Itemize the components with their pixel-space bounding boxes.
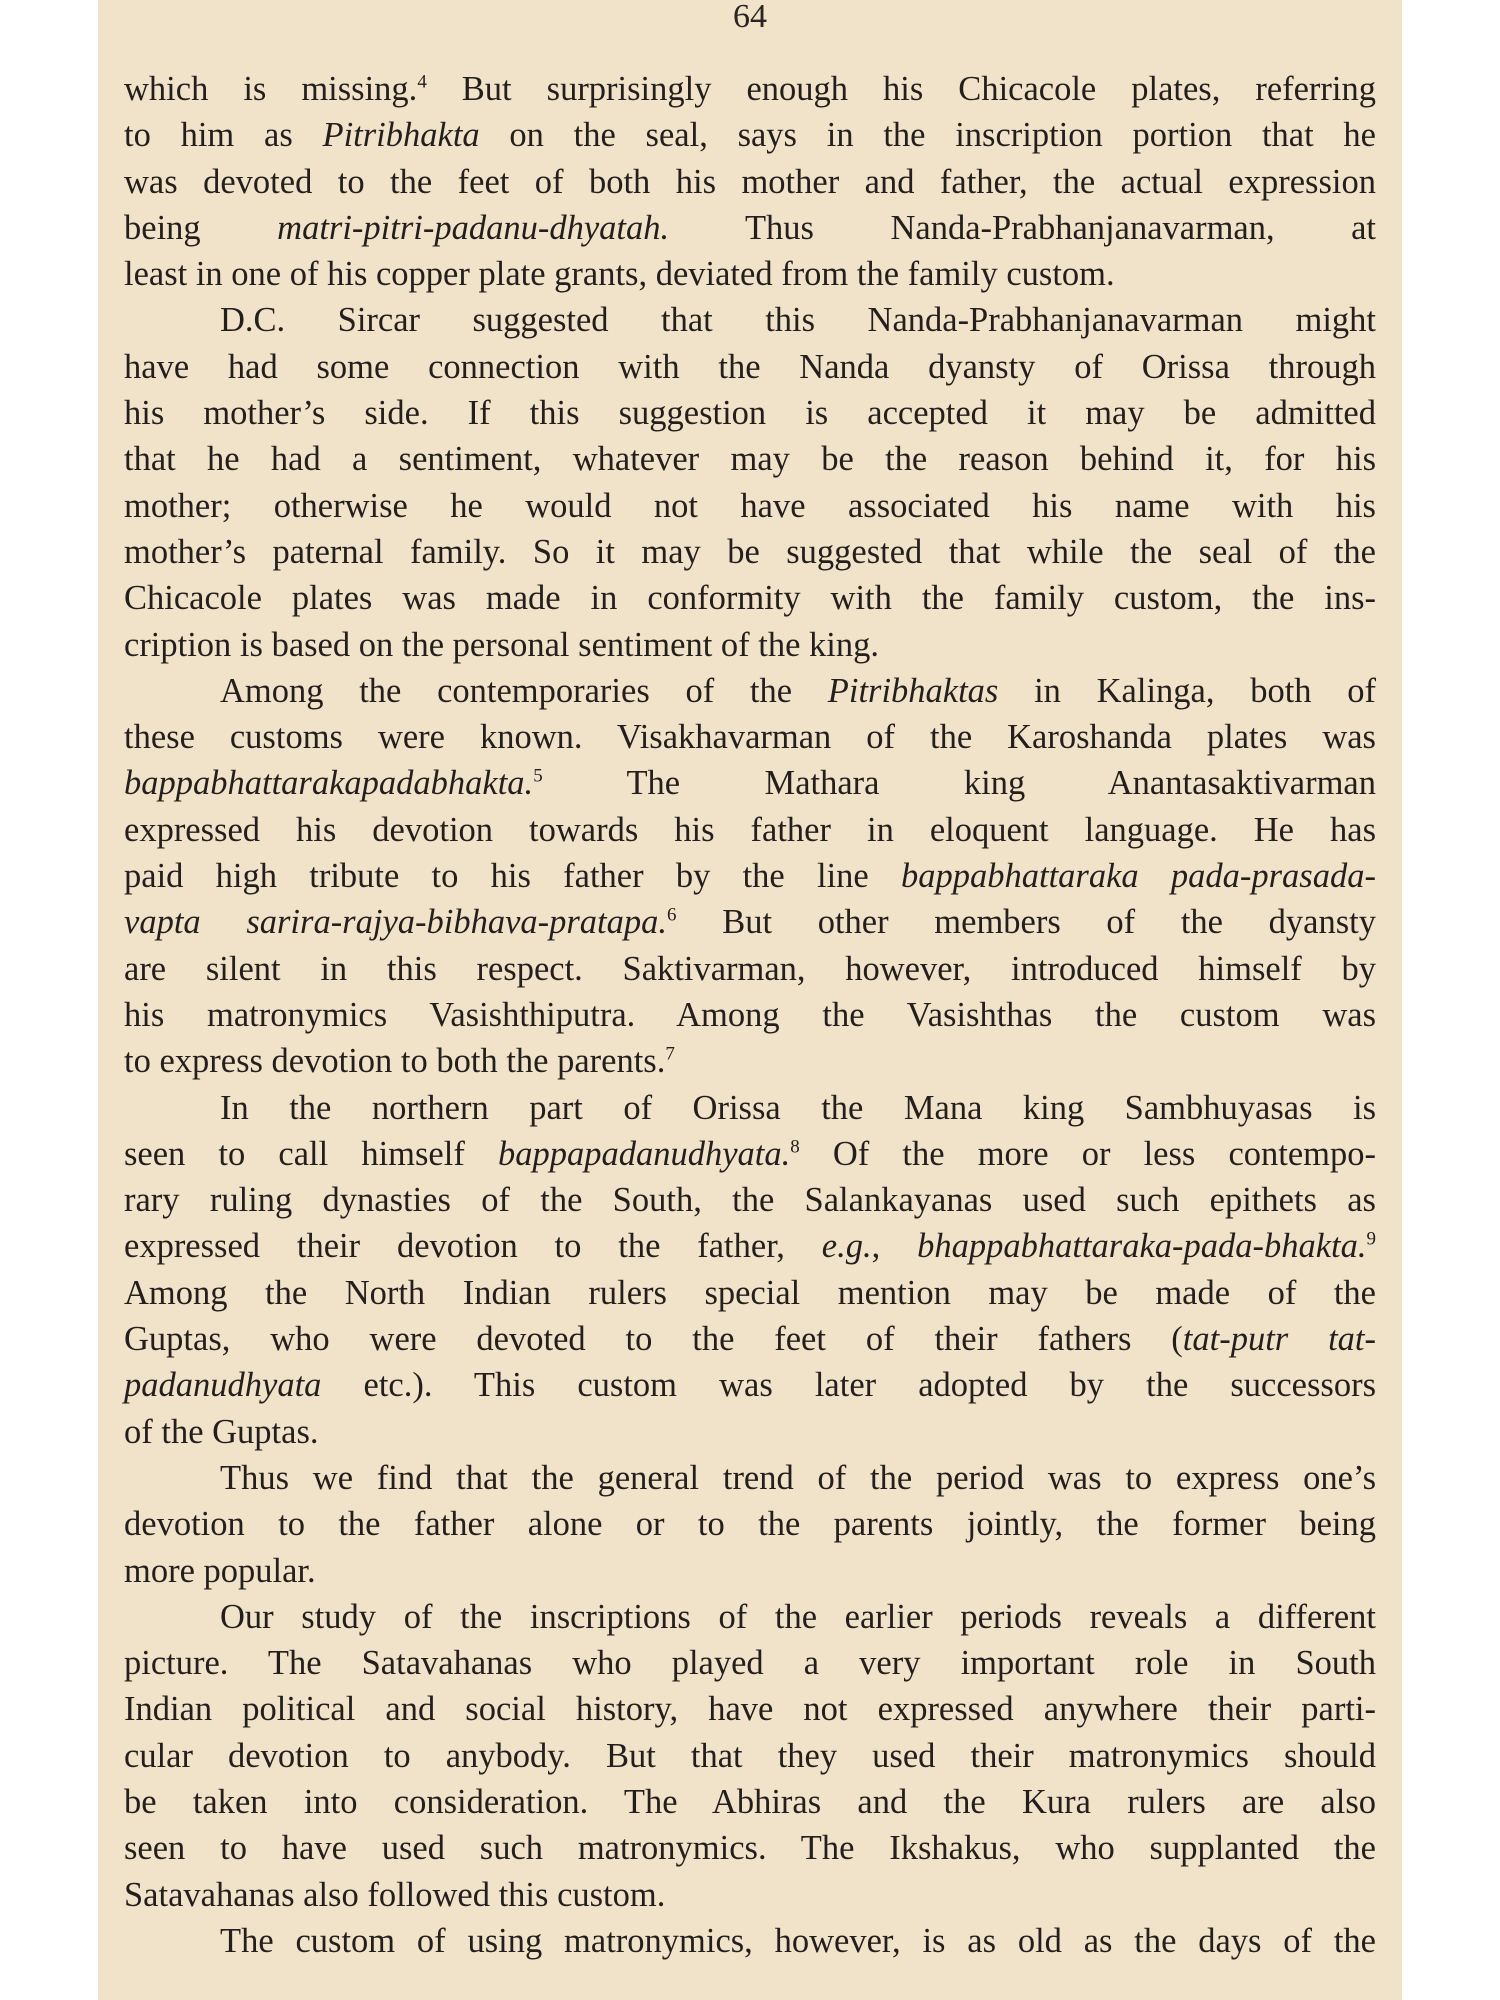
footnote-marker: 8 xyxy=(790,1136,800,1158)
text-run: which is missing. xyxy=(124,70,418,108)
text-run: on the seal, says in the inscription portion that he xyxy=(479,116,1376,155)
footnote-marker: 6 xyxy=(667,904,677,926)
text-line xyxy=(124,159,1376,205)
text-run: Our study of the inscriptions of the earlier periods reveals a different xyxy=(220,1597,1376,1636)
italic-term: vapta sarira-rajya-bibhava-pratapa. xyxy=(124,903,668,942)
text-line xyxy=(124,668,1376,714)
text-run: devotion to the father alone or to the parents jointly, the former being xyxy=(124,1505,1376,1544)
footnote-marker: 4 xyxy=(417,71,427,93)
text-line xyxy=(124,807,1376,853)
text-run: The custom of using matronymics, however, is as old as the days of the xyxy=(220,1921,1376,1960)
text-line xyxy=(124,1872,1376,1918)
text-line xyxy=(124,1270,1376,1316)
text-line xyxy=(124,1825,1376,1871)
text-line xyxy=(124,390,1376,436)
text-line xyxy=(124,1316,1376,1362)
text-run: Thus we find that the general trend of the period was to express one’s xyxy=(220,1458,1376,1497)
text-line xyxy=(124,436,1376,482)
text-run: are silent in this respect. Saktivarman, however, introduced himself by xyxy=(124,949,1376,988)
text-run: in Kalinga, both of xyxy=(998,671,1376,710)
text-line xyxy=(124,1131,1376,1177)
text-run: more popular. xyxy=(124,1551,316,1590)
text-line xyxy=(124,760,1376,806)
footnote-marker: 5 xyxy=(533,765,543,787)
text-run: of the Guptas. xyxy=(124,1412,319,1451)
italic-term: bappabhattarakapadabhakta. xyxy=(124,764,534,803)
italic-term: padanudhyata xyxy=(124,1366,322,1405)
text-run: , xyxy=(871,1227,918,1266)
text-line xyxy=(124,714,1376,760)
text-line xyxy=(124,1548,1376,1594)
text-line xyxy=(124,483,1376,529)
footnote-marker: 9 xyxy=(1366,1228,1376,1250)
text-run: Indian political and social history, have not expressed anywhere their parti- xyxy=(124,1690,1376,1729)
text-run: seen to have used such matronymics. The Ikshakus, who supplanted the xyxy=(124,1829,1376,1868)
text-run: rary ruling dynasties of the South, the Salankayanas used such epithets as xyxy=(124,1181,1376,1220)
italic-term: matri-pitri-padanu-dhyatah. xyxy=(277,208,670,247)
text-run: mother; otherwise he would not have associated his name with his xyxy=(124,486,1376,525)
text-line xyxy=(124,1686,1376,1732)
text-run: Guptas, who were devoted to the feet of their fathers ( xyxy=(124,1320,1183,1359)
page-number: 64 xyxy=(733,0,767,35)
text-run: expressed his devotion towards his father in eloquent language. He has xyxy=(124,810,1376,849)
text-run: But surprisingly enough his Chicacole plates, referring xyxy=(426,70,1376,108)
text-line xyxy=(124,297,1376,343)
text-line xyxy=(124,112,1376,158)
text-run: In the northern part of Orissa the Mana king Sambhuyasas is xyxy=(220,1088,1376,1127)
footnote-marker: 7 xyxy=(665,1043,675,1065)
italic-term: bhappabhattaraka-pada-bhakta. xyxy=(917,1227,1367,1266)
text-run: these customs were known. Visakhavarman of the Karoshanda plates was xyxy=(124,718,1376,757)
text-line xyxy=(124,946,1376,992)
text-line xyxy=(124,853,1376,899)
text-line xyxy=(124,205,1376,251)
text-run: The Mathara king Anantasaktivarman xyxy=(542,764,1376,803)
text-run: expressed their devotion to the father, xyxy=(124,1227,822,1266)
text-line xyxy=(124,529,1376,575)
text-line xyxy=(124,1223,1376,1269)
text-run: cription is based on the personal sentiment of the king. xyxy=(124,625,880,664)
text-line xyxy=(124,1733,1376,1779)
text-line xyxy=(124,992,1376,1038)
text-run: mother’s paternal family. So it may be suggested that while the seal of the xyxy=(124,532,1376,571)
italic-term: bappabhattaraka pada-prasada- xyxy=(900,857,1376,896)
text-run: Of the more or less contempo- xyxy=(799,1134,1377,1173)
text-run: to express devotion to both the parents. xyxy=(124,1042,666,1081)
text-run: to him as xyxy=(124,116,323,155)
text-run: etc.). This custom was later adopted by the successors xyxy=(321,1366,1376,1405)
text-line xyxy=(124,899,1376,945)
text-line xyxy=(124,622,1376,668)
text-run: Thus Nanda-Prabhanjanavarman, at xyxy=(669,208,1376,247)
text-line xyxy=(124,1594,1376,1640)
text-run: being xyxy=(124,208,278,247)
book-page xyxy=(98,0,1402,2000)
italic-term: Pitribhaktas xyxy=(827,671,999,710)
text-line xyxy=(124,1038,1376,1084)
text-line xyxy=(124,1501,1376,1547)
text-run: his mother’s side. If this suggestion is accepted it may be admitted xyxy=(124,394,1376,433)
text-run: Among the contemporaries of the xyxy=(220,671,828,710)
text-line xyxy=(124,1177,1376,1223)
text-run: least in one of his copper plate grants, deviated from the family custom. xyxy=(124,255,1115,294)
text-line xyxy=(124,1640,1376,1686)
text-run: Chicacole plates was made in conformity with the family custom, the ins- xyxy=(124,579,1376,618)
text-run: Satavahanas also followed this custom. xyxy=(124,1875,666,1914)
text-line xyxy=(124,1409,1376,1455)
text-run: paid high tribute to his father by the line xyxy=(124,857,901,896)
text-run: Among the North Indian rulers special mention may be made of the xyxy=(124,1273,1376,1312)
text-run: D.C. Sircar suggested that this Nanda-Prabhanjanavarman might xyxy=(220,301,1376,340)
text-line xyxy=(124,1362,1376,1408)
text-line xyxy=(124,1455,1376,1501)
text-line xyxy=(124,344,1376,390)
text-run: his matronymics Vasishthiputra. Among the Vasishthas the custom was xyxy=(124,995,1376,1034)
italic-term: tat-putr tat- xyxy=(1182,1320,1376,1359)
italic-term: bappapadanudhyata. xyxy=(497,1134,791,1173)
text-run: picture. The Satavahanas who played a very important role in South xyxy=(124,1644,1376,1683)
text-line xyxy=(124,1918,1376,1964)
italic-term: e.g. xyxy=(821,1227,872,1266)
text-line xyxy=(124,1779,1376,1825)
text-run: be taken into consideration. The Abhiras and the Kura rulers are also xyxy=(124,1782,1376,1821)
text-line xyxy=(124,575,1376,621)
text-line xyxy=(124,66,1376,112)
text-run: that he had a sentiment, whatever may be the reason behind it, for his xyxy=(124,440,1376,479)
text-run: have had some connection with the Nanda dyansty of Orissa through xyxy=(124,347,1376,386)
body-text xyxy=(124,66,1376,1964)
text-run: seen to call himself xyxy=(124,1134,498,1173)
text-run: was devoted to the feet of both his mother and father, the actual expression xyxy=(124,162,1376,201)
text-run: cular devotion to anybody. But that they used their matronymics should xyxy=(124,1736,1376,1775)
text-line xyxy=(124,1085,1376,1131)
text-line xyxy=(124,251,1376,297)
text-run: But other members of the dyansty xyxy=(676,903,1377,942)
italic-term: Pitribhakta xyxy=(322,116,480,155)
